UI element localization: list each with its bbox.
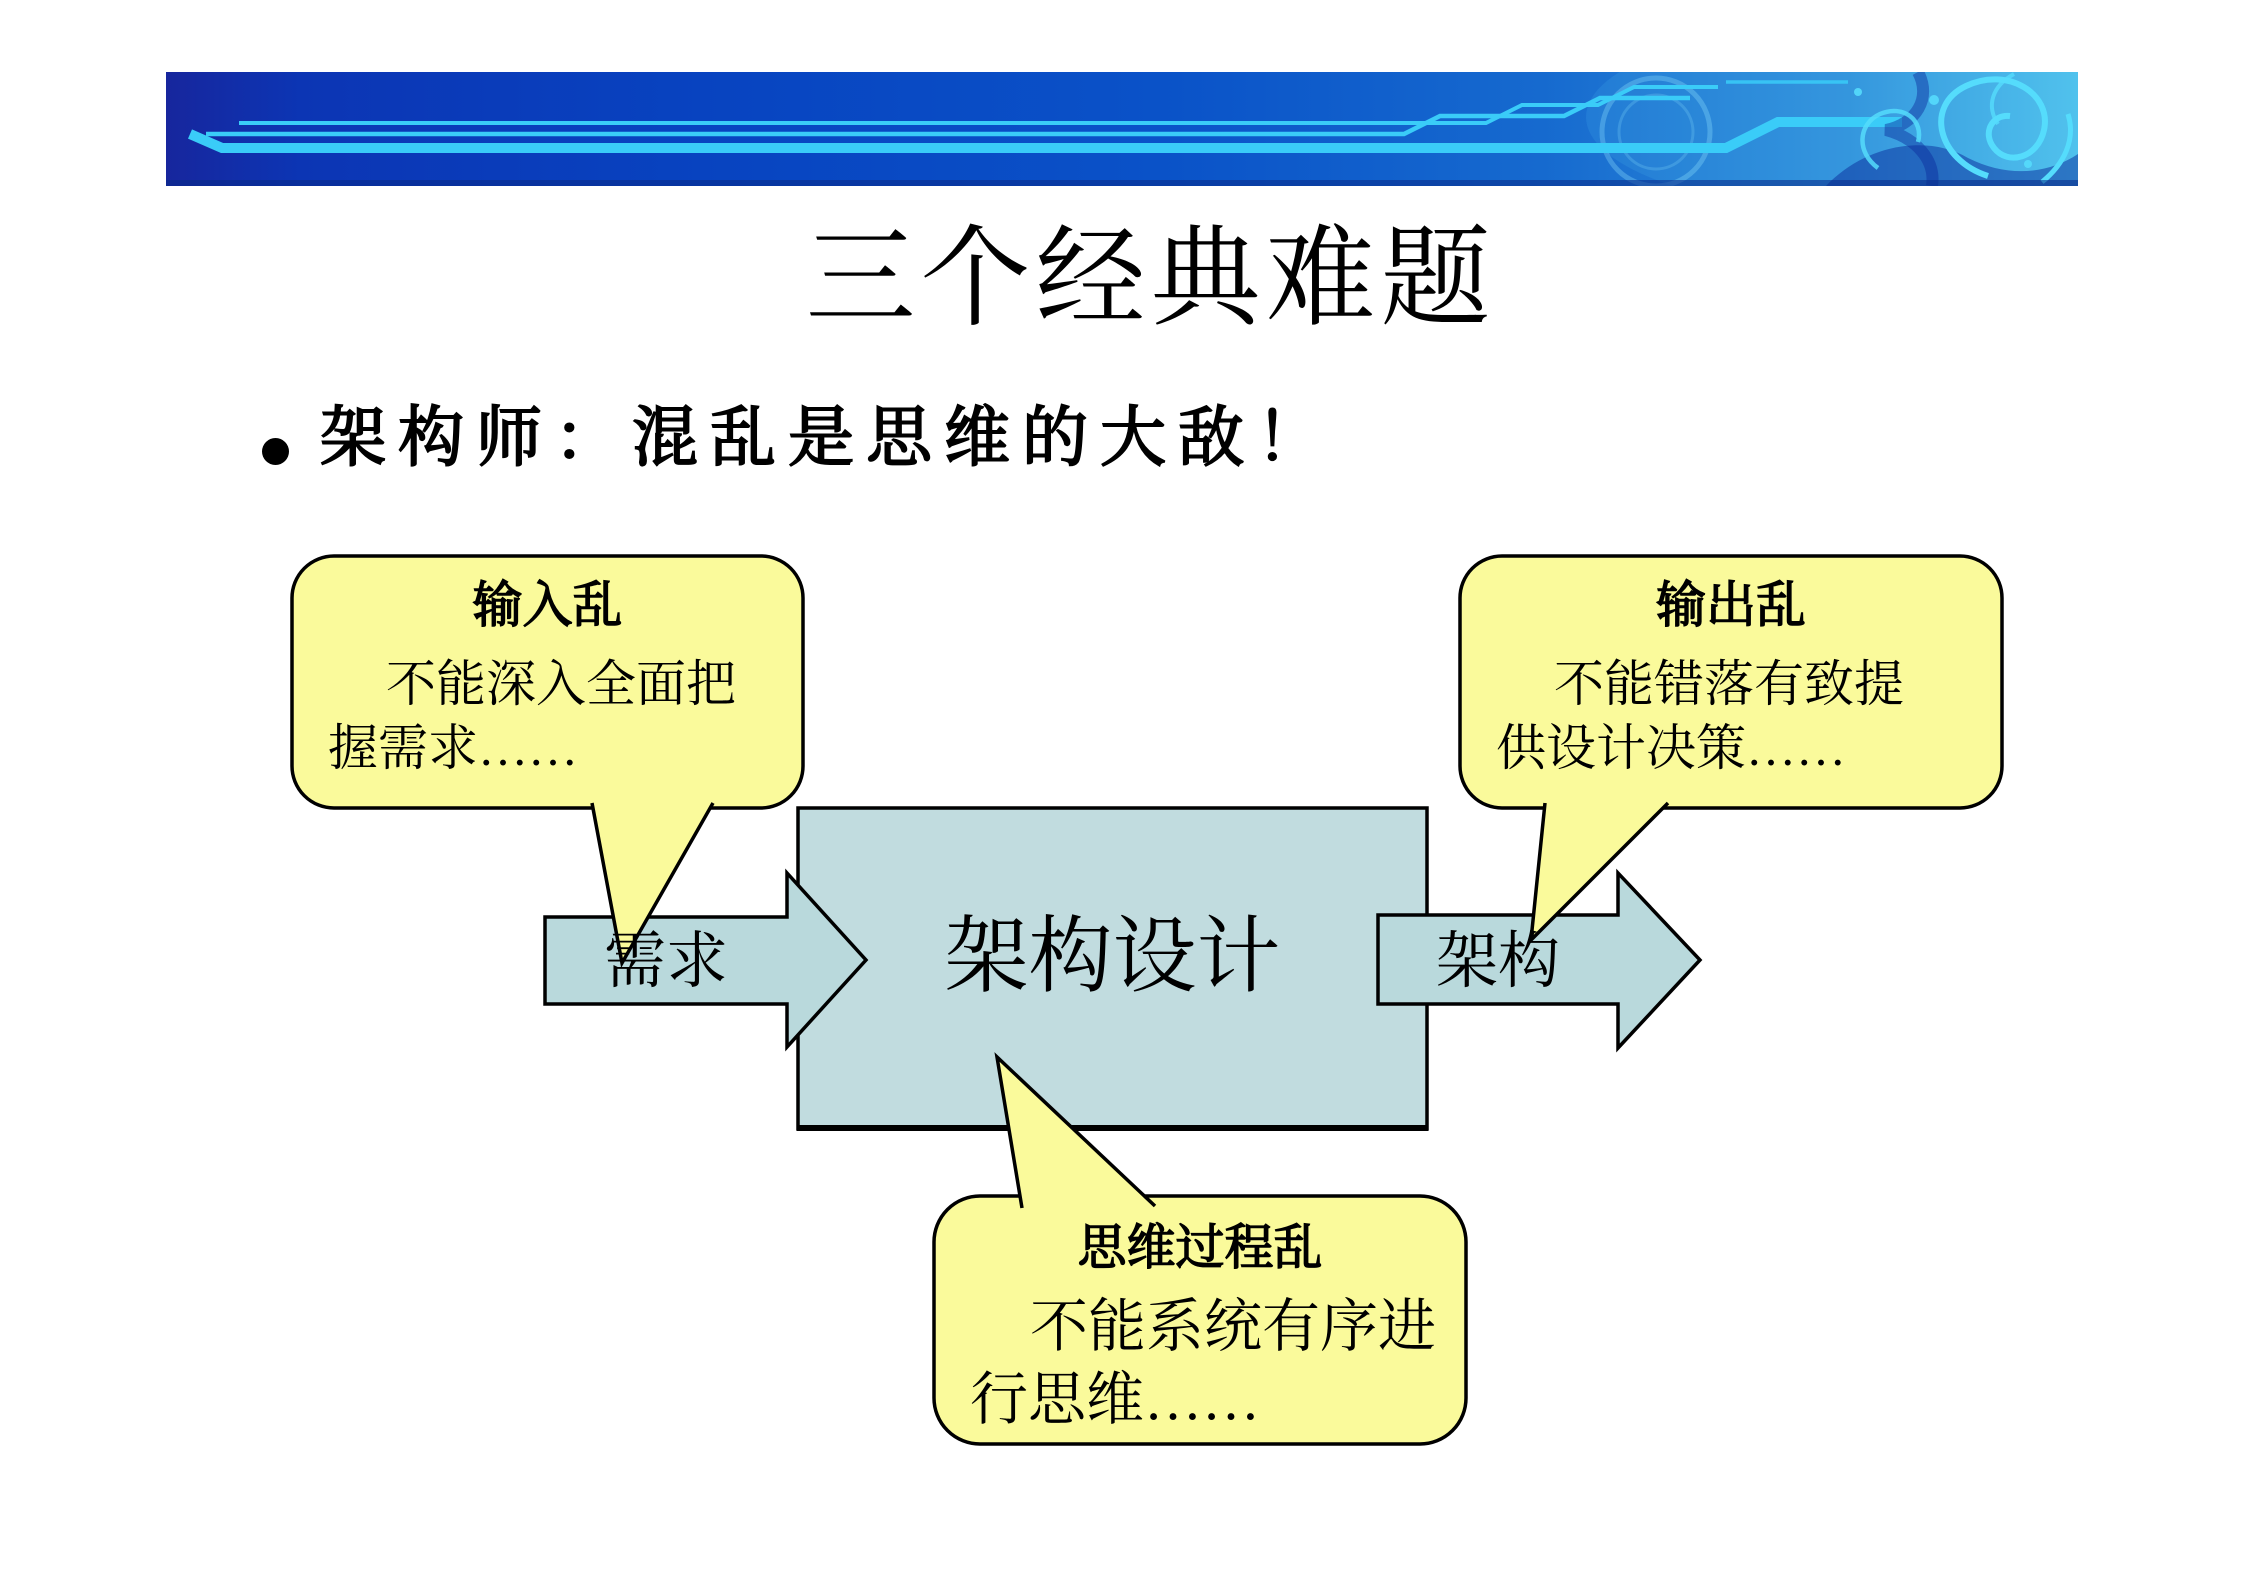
callout-input-body: 不能深入全面把握需求……: [328, 656, 736, 776]
callout-input-title: 输入乱: [472, 577, 623, 633]
callout-output-title: 输出乱: [1656, 577, 1806, 633]
callout-process-title: 思维过程乱: [1077, 1221, 1323, 1275]
callout-output-body: 不能错落有致提供设计决策……: [1496, 656, 1904, 776]
output-arrow-label: 架构: [1435, 928, 1560, 996]
callout-process-body: 不能系统有序进行思维……: [970, 1294, 1437, 1432]
process-box-label: 架构设计: [944, 911, 1281, 1004]
bullet-text: 架构师：混乱是思维的大敌！: [320, 400, 1334, 474]
input-arrow-label: 需求: [603, 928, 728, 996]
page-title: 三个经典难题: [805, 218, 1496, 340]
